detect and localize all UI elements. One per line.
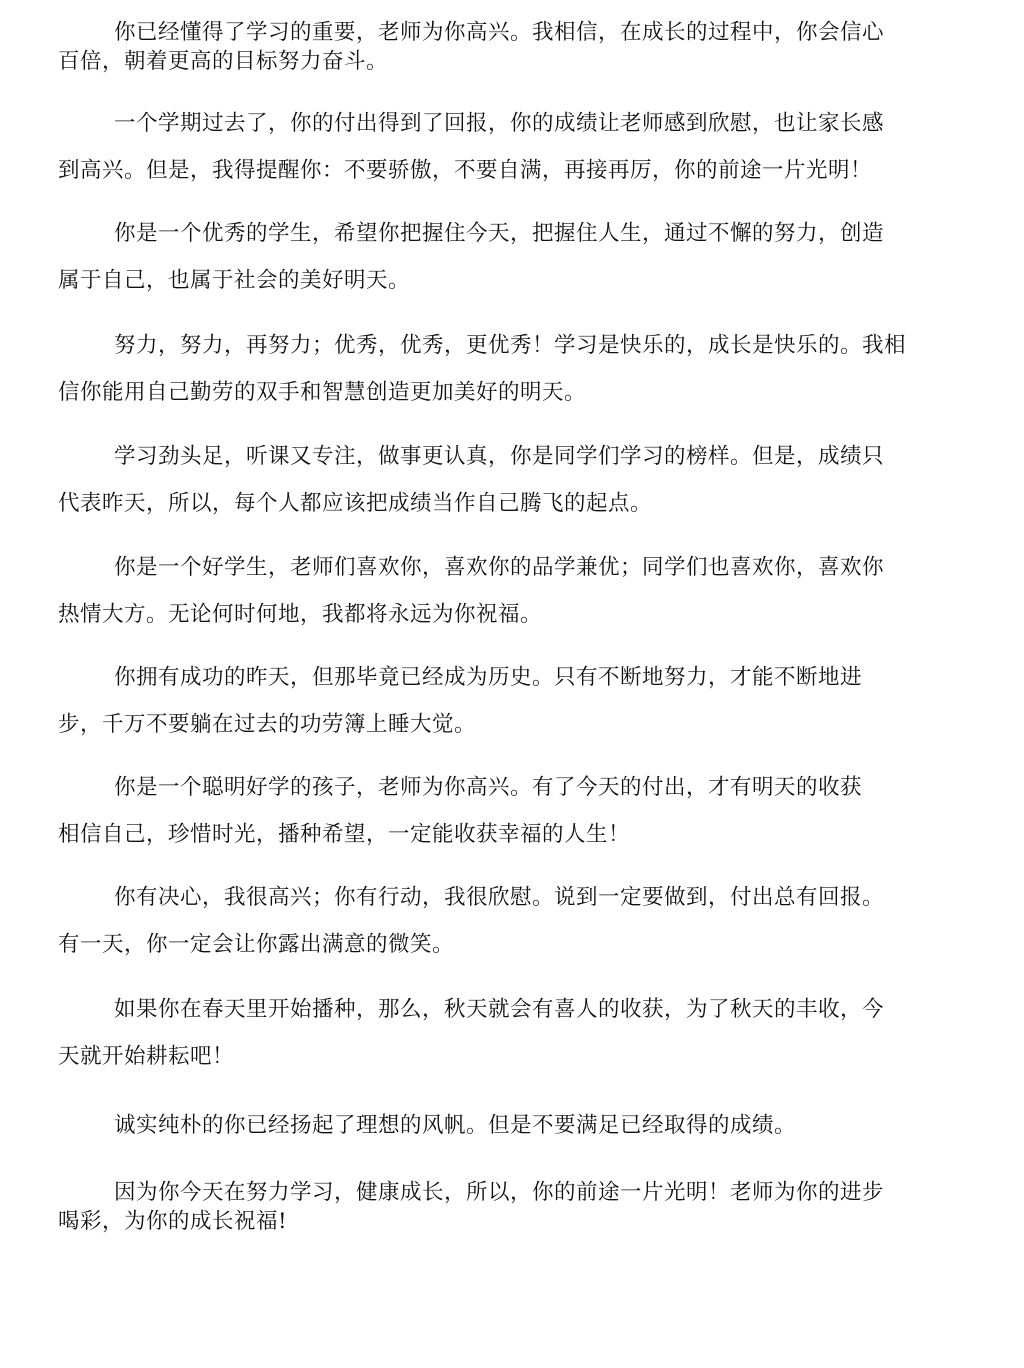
paragraph-line: 属于自己，也属于社会的美好明天。 — [58, 268, 411, 293]
paragraph-7 — [58, 665, 928, 737]
paragraph-line: 有一天，你一定会让你露出满意的微笑。 — [58, 932, 455, 957]
paragraph-line: 努力，努力，再努力；优秀，优秀，更优秀！学习是快乐的，成长是快乐的。我相 — [114, 333, 907, 358]
paragraph-line: 代表昨天，所以，每个人都应该把成绩当作自己腾飞的起点。 — [58, 491, 653, 516]
paragraph-6 — [58, 555, 928, 627]
paragraph-line: 一个学期过去了，你的付出得到了回报，你的成绩让老师感到欣慰，也让家长感 — [114, 111, 885, 136]
paragraph-line: 如果你在春天里开始播种，那么，秋天就会有喜人的收获，为了秋天的丰收，今 — [114, 997, 885, 1022]
paragraph-11 — [58, 1113, 928, 1138]
paragraph-line: 到高兴。但是，我得提醒你：不要骄傲，不要自满，再接再厉，你的前途一片光明！ — [58, 158, 873, 183]
paragraph-line: 你是一个好学生，老师们喜欢你，喜欢你的品学兼优；同学们也喜欢你，喜欢你 — [114, 555, 885, 580]
paragraph-10 — [58, 997, 928, 1069]
paragraph-line: 诚实纯朴的你已经扬起了理想的风帆。但是不要满足已经取得的成绩。 — [114, 1113, 797, 1138]
paragraph-line: 喝彩，为你的成长祝福! — [58, 1209, 288, 1234]
paragraph-line: 学习劲头足，听课又专注，做事更认真，你是同学们学习的榜样。但是，成绩只 — [114, 444, 885, 469]
paragraph-12 — [58, 1180, 928, 1234]
paragraph-line: 步，千万不要躺在过去的功劳簿上睡大觉。 — [58, 712, 477, 737]
paragraph-3 — [58, 221, 928, 293]
paragraph-line: 因为你今天在努力学习，健康成长，所以，你的前途一片光明！老师为你的进步 — [114, 1180, 885, 1205]
paragraph-1 — [58, 20, 928, 74]
paragraph-line: 你是一个聪明好学的孩子，老师为你高兴。有了今天的付出，才有明天的收获 — [114, 775, 863, 800]
paragraph-line: 百倍，朝着更高的目标努力奋斗。 — [58, 49, 389, 74]
paragraph-9 — [58, 885, 928, 957]
paragraph-5 — [58, 444, 928, 516]
paragraph-line: 你有决心，我很高兴；你有行动，我很欣慰。说到一定要做到，付出总有回报。 — [114, 885, 885, 910]
paragraph-line: 热情大方。无论何时何地，我都将永远为你祝福。 — [58, 602, 543, 627]
paragraph-4 — [58, 333, 928, 405]
paragraph-line: 相信自己，珍惜时光，播种希望，一定能收获幸福的人生！ — [58, 822, 631, 847]
paragraph-line: 你拥有成功的昨天，但那毕竟已经成为历史。只有不断地努力，才能不断地进 — [114, 665, 863, 690]
paragraph-line: 你已经懂得了学习的重要，老师为你高兴。我相信，在成长的过程中，你会信心 — [114, 20, 885, 45]
paragraph-8 — [58, 775, 928, 847]
paragraph-2 — [58, 111, 928, 183]
paragraph-line: 信你能用自己勤劳的双手和智慧创造更加美好的明天。 — [58, 380, 587, 405]
paragraph-line: 天就开始耕耘吧！ — [58, 1044, 235, 1069]
paragraph-line: 你是一个优秀的学生，希望你把握住今天，把握住人生，通过不懈的努力，创造 — [114, 221, 885, 246]
